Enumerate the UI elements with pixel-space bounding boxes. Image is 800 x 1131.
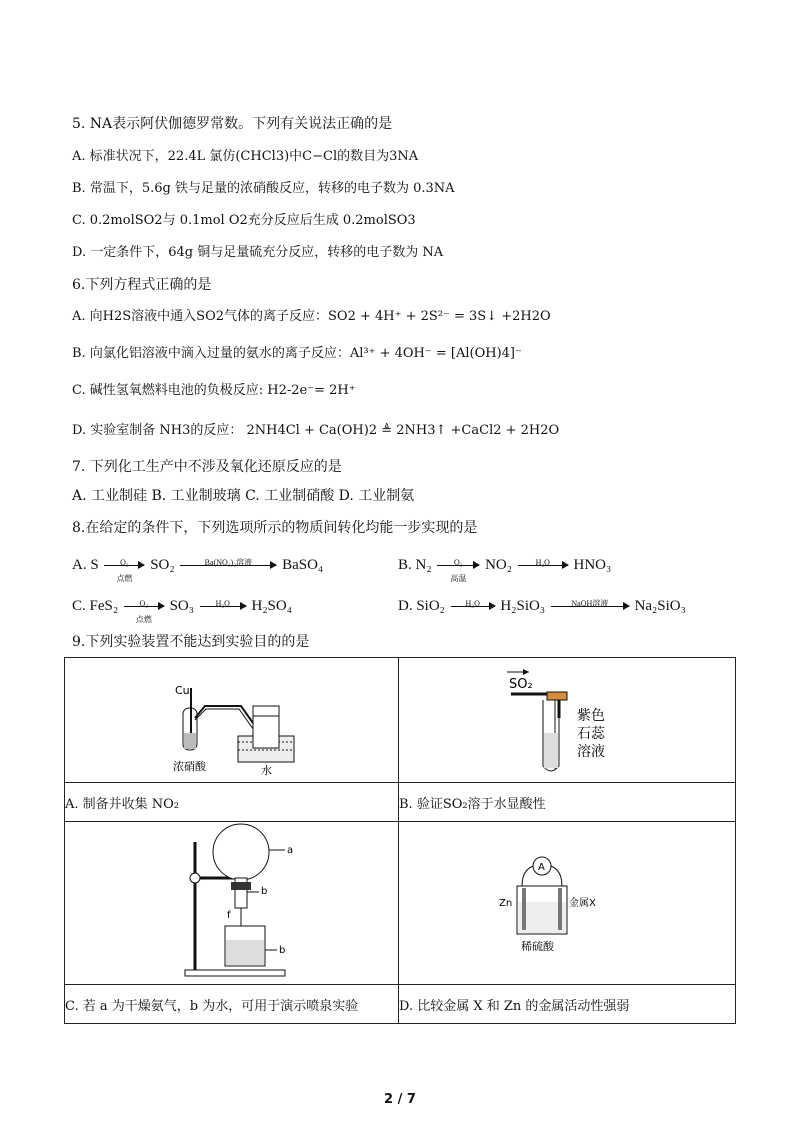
fig-d-meter-label: A: [538, 862, 545, 873]
fig-c-cell: [65, 822, 399, 985]
q9-option-b: B. 验证SO₂溶于水显酸性: [399, 783, 736, 822]
fig-a-cu-label: Cu: [175, 684, 190, 697]
q8b-arrow2: [518, 558, 568, 568]
q8c-arrow1: [124, 599, 164, 625]
q8a-c2t: Ba(NO₃)₂溶液: [204, 558, 253, 568]
q8a-arrow2: [180, 558, 276, 568]
q8a-s2: SO₂: [150, 557, 175, 573]
fig-d-x-label: 金属X: [569, 898, 596, 909]
q5-option-b: B. 常温下，5.6g 铁与足量的浓硝酸反应，转移的电子数为 0.3NA: [72, 181, 455, 196]
fig-d-zn-label: Zn: [499, 898, 513, 909]
q9-stem: 9.下列实验装置不能达到实验目的的是: [72, 634, 310, 650]
q8a-c1b: 点燃: [116, 574, 133, 584]
q8b-c2t: H₂O: [535, 558, 550, 568]
q8c-arrow2: [200, 599, 246, 609]
q6-option-b: B. 向氯化铝溶液中滴入过量的氨水的离子反应：Al³⁺ + 4OH⁻ = [Al(OH)4]⁻: [72, 346, 522, 361]
q8b-prefix: B.: [398, 557, 412, 573]
q8d-c2t: NaOH溶液: [571, 599, 609, 609]
q9-option-a: A. 制备并收集 NO₂: [65, 783, 399, 822]
q8-option-d: [398, 597, 686, 615]
q9-option-d: D. 比较金属 X 和 Zn 的金属活动性强弱: [399, 985, 736, 1024]
fig-d-galvanic-cell: [399, 822, 735, 980]
fig-c-b2-label: b: [279, 945, 286, 956]
fig-b-label-1: 紫色: [577, 708, 605, 724]
fig-c-b1-label: b: [261, 886, 268, 897]
fig-c-fountain-apparatus: [65, 822, 398, 980]
q8d-arrow2: [551, 599, 629, 609]
q8c-s2: SO₃: [169, 598, 194, 614]
q8d-arrow1: [451, 599, 495, 609]
q5-option-a: A. 标准状况下，22.4L 氯仿(CHCl3)中C−Cl的数目为3NA: [72, 149, 419, 164]
q8b-c1b: 高温: [450, 574, 467, 584]
q7-options: A. 工业制硅 B. 工业制玻璃 C. 工业制硝酸 D. 工业制氨: [72, 488, 415, 504]
q8d-s1: SiO₂: [416, 598, 445, 614]
fig-b-gas-label: SO₂: [509, 677, 533, 692]
q8d-prefix: D.: [398, 598, 413, 614]
fig-a-water-label: 水: [261, 764, 272, 777]
q8a-s1: S: [90, 557, 99, 573]
fig-b-label-3: 溶液: [577, 744, 605, 760]
q6-option-d: D. 实验室制备 NH3的反应： 2NH4Cl + Ca(OH)2 ≜ 2NH3↑ +CaCl2 + 2H2O: [72, 423, 560, 438]
q8a-arrow1: [104, 558, 144, 584]
q9-option-c: C. 若 a 为干燥氨气，b 为水，可用于演示喷泉实验: [65, 985, 399, 1024]
q8b-s3: HNO₃: [573, 557, 612, 573]
q8-option-a: [72, 556, 324, 584]
fig-b-label-2: 石蕊: [577, 726, 605, 742]
q9-apparatus-table: [64, 657, 736, 1024]
q8c-prefix: C.: [72, 598, 86, 614]
q8-stem: 8.在给定的条件下，下列选项所示的物质间转化均能一步实现的是: [72, 520, 478, 536]
fig-a-cell: [65, 658, 399, 783]
q8b-s2: NO₂: [485, 557, 512, 573]
q8a-prefix: A.: [72, 557, 87, 573]
q8-option-c: [72, 597, 292, 625]
fig-c-a-label: a: [287, 845, 294, 856]
q8c-c1b: 点燃: [135, 615, 152, 625]
q8d-s2: H₂SiO₃: [500, 598, 546, 614]
fig-c-f-label: f: [227, 910, 231, 921]
fig-a-acid-label: 浓硝酸: [173, 760, 206, 773]
q8c-c1t: O₂: [139, 599, 149, 609]
fig-a-no2-apparatus: [65, 658, 398, 778]
q8c-s3: H₂SO₄: [251, 598, 292, 614]
q8b-s1: N₂: [415, 557, 432, 573]
q8c-c2t: H₂O: [215, 599, 230, 609]
q8b-arrow1: [437, 558, 479, 584]
q8a-c1t: O₂: [120, 558, 129, 568]
q8d-s3: Na₂SiO₃: [634, 598, 686, 614]
q5-option-d: D. 一定条件下，64g 铜与足量硫充分反应，转移的电子数为 NA: [72, 245, 444, 260]
q8c-s1: FeS₂: [89, 598, 119, 614]
q5-stem: 5. NA表示阿伏伽德罗常数。下列有关说法正确的是: [72, 116, 393, 132]
fig-d-acid-label: 稀硫酸: [521, 940, 554, 953]
q6-option-a: A. 向H2S溶液中通入SO2气体的离子反应：SO2 + 4H⁺ + 2S²⁻ = 3S↓ +2H2O: [72, 309, 551, 324]
page-number: 2 / 7: [384, 1092, 416, 1107]
q8-option-b: [398, 556, 612, 584]
fig-b-cell: [399, 658, 736, 783]
fig-d-cell: [399, 822, 736, 985]
q8b-c1t: O₂: [454, 558, 463, 568]
q5-option-c: C. 0.2molSO2与 0.1mol O2充分反应后生成 0.2molSO3: [72, 213, 416, 228]
q6-option-c: C. 碱性氢氧燃料电池的负极反应: H2-2e⁻= 2H⁺: [72, 383, 356, 398]
q8a-s3: BaSO₄: [282, 557, 324, 573]
fig-b-so2-litmus: [399, 658, 735, 778]
q8d-c1t: H₂O: [465, 599, 480, 609]
q7-stem: 7. 下列化工生产中不涉及氧化还原反应的是: [72, 459, 342, 475]
q6-stem: 6.下列方程式正确的是: [72, 277, 212, 293]
